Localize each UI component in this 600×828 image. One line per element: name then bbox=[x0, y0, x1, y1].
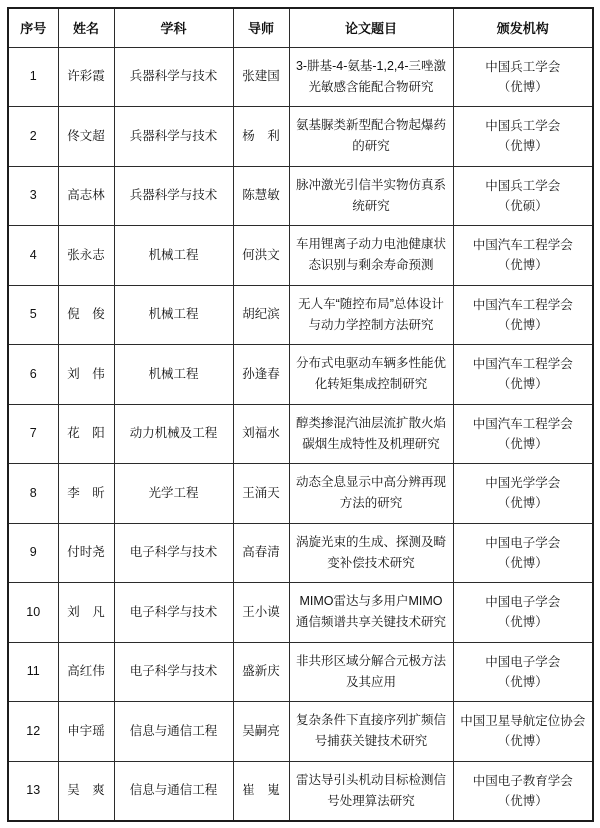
cell-org bbox=[453, 404, 593, 464]
table-row bbox=[8, 464, 593, 524]
table-row bbox=[8, 404, 593, 464]
cell-title: 动态全息显示中高分辨再现方法的研究 bbox=[289, 464, 453, 524]
cell-discipline: 信息与通信工程 bbox=[114, 761, 233, 821]
org-name: 中国汽车工程学会 bbox=[472, 357, 573, 372]
org-name: 中国电子教育学会 bbox=[472, 773, 573, 788]
cell-advisor: 杨 利 bbox=[233, 107, 289, 167]
cell-discipline: 电子科学与技术 bbox=[114, 642, 233, 702]
cell-advisor: 何洪文 bbox=[233, 226, 289, 286]
cell-title: 无人车“随控布局”总体设计与动力学控制方法研究 bbox=[289, 285, 453, 345]
cell-org bbox=[453, 47, 593, 107]
org-award: （优博） bbox=[497, 436, 548, 451]
org-award: （优博） bbox=[497, 793, 548, 808]
cell-advisor: 张建国 bbox=[233, 47, 289, 107]
cell-no: 2 bbox=[8, 107, 58, 167]
cell-discipline: 兵器科学与技术 bbox=[114, 166, 233, 226]
cell-name: 刘 伟 bbox=[58, 345, 114, 405]
table-row bbox=[8, 226, 593, 286]
cell-title: 氨基脲类新型配合物起爆药的研究 bbox=[289, 107, 453, 167]
cell-discipline: 兵器科学与技术 bbox=[114, 107, 233, 167]
org-name: 中国电子学会 bbox=[485, 595, 561, 610]
cell-no: 9 bbox=[8, 523, 58, 583]
cell-title: 分布式电驱动车辆多性能优化转矩集成控制研究 bbox=[289, 345, 453, 405]
table-row bbox=[8, 583, 593, 643]
cell-title: 非共形区域分解合元极方法及其应用 bbox=[289, 642, 453, 702]
cell-name: 花 阳 bbox=[58, 404, 114, 464]
org-award: （优博） bbox=[497, 377, 548, 392]
awards-table bbox=[7, 7, 594, 822]
cell-advisor: 崔 嵬 bbox=[233, 761, 289, 821]
cell-org bbox=[453, 761, 593, 821]
cell-name: 付时尧 bbox=[58, 523, 114, 583]
header-org: 颁发机构 bbox=[453, 8, 593, 47]
cell-no: 10 bbox=[8, 583, 58, 643]
header-title: 论文题目 bbox=[289, 8, 453, 47]
org-name: 中国兵工学会 bbox=[485, 178, 561, 193]
cell-advisor: 孙逢春 bbox=[233, 345, 289, 405]
cell-advisor: 盛新庆 bbox=[233, 642, 289, 702]
cell-org bbox=[453, 464, 593, 524]
org-name: 中国兵工学会 bbox=[485, 59, 561, 74]
org-award: （优博） bbox=[497, 79, 548, 94]
table-row bbox=[8, 47, 593, 107]
cell-no: 7 bbox=[8, 404, 58, 464]
org-name: 中国汽车工程学会 bbox=[472, 416, 573, 431]
cell-title: 3-肼基-4-氨基-1,2,4-三唑激光敏感含能配合物研究 bbox=[289, 47, 453, 107]
cell-discipline: 信息与通信工程 bbox=[114, 702, 233, 762]
cell-advisor: 刘福水 bbox=[233, 404, 289, 464]
cell-title: 醇类掺混汽油层流扩散火焰碳烟生成特性及机理研究 bbox=[289, 404, 453, 464]
org-name: 中国光学学会 bbox=[485, 476, 561, 491]
cell-title: MIMO雷达与多用户MIMO通信频谱共享关键技术研究 bbox=[289, 583, 453, 643]
cell-org bbox=[453, 345, 593, 405]
header-no: 序号 bbox=[8, 8, 58, 47]
org-name: 中国兵工学会 bbox=[485, 119, 561, 134]
header-row bbox=[8, 8, 593, 47]
cell-advisor: 高春清 bbox=[233, 523, 289, 583]
cell-name: 吴 爽 bbox=[58, 761, 114, 821]
cell-title: 雷达导引头机动目标检测信号处理算法研究 bbox=[289, 761, 453, 821]
cell-name: 许彩霞 bbox=[58, 47, 114, 107]
org-award: （优硕） bbox=[497, 198, 548, 213]
cell-title: 脉冲激光引信半实物仿真系统研究 bbox=[289, 166, 453, 226]
table-row bbox=[8, 642, 593, 702]
header-advisor: 导师 bbox=[233, 8, 289, 47]
cell-discipline: 机械工程 bbox=[114, 226, 233, 286]
header-discipline: 学科 bbox=[114, 8, 233, 47]
table-row bbox=[8, 761, 593, 821]
org-award: （优博） bbox=[497, 674, 548, 689]
table-row bbox=[8, 702, 593, 762]
table-row bbox=[8, 166, 593, 226]
table-body bbox=[8, 47, 593, 821]
cell-discipline: 兵器科学与技术 bbox=[114, 47, 233, 107]
cell-no: 3 bbox=[8, 166, 58, 226]
cell-name: 刘 凡 bbox=[58, 583, 114, 643]
cell-no: 4 bbox=[8, 226, 58, 286]
org-name: 中国电子学会 bbox=[485, 535, 561, 550]
cell-org bbox=[453, 642, 593, 702]
cell-advisor: 胡纪滨 bbox=[233, 285, 289, 345]
cell-title: 复杂条件下直接序列扩频信号捕获关键技术研究 bbox=[289, 702, 453, 762]
org-award: （优博） bbox=[497, 555, 548, 570]
org-name: 中国汽车工程学会 bbox=[472, 238, 573, 253]
cell-no: 6 bbox=[8, 345, 58, 405]
cell-advisor: 陈慧敏 bbox=[233, 166, 289, 226]
header-name: 姓名 bbox=[58, 8, 114, 47]
cell-name: 高志林 bbox=[58, 166, 114, 226]
cell-org bbox=[453, 107, 593, 167]
org-award: （优博） bbox=[497, 317, 548, 332]
org-award: （优博） bbox=[497, 615, 548, 630]
org-name: 中国汽车工程学会 bbox=[472, 297, 573, 312]
org-award: （优博） bbox=[497, 139, 548, 154]
org-name: 中国电子学会 bbox=[485, 654, 561, 669]
cell-name: 张永志 bbox=[58, 226, 114, 286]
table-row bbox=[8, 345, 593, 405]
cell-discipline: 光学工程 bbox=[114, 464, 233, 524]
table-row bbox=[8, 285, 593, 345]
org-award: （优博） bbox=[497, 734, 548, 749]
cell-org bbox=[453, 583, 593, 643]
org-award: （优博） bbox=[497, 258, 548, 273]
cell-name: 申宇瑶 bbox=[58, 702, 114, 762]
cell-discipline: 电子科学与技术 bbox=[114, 583, 233, 643]
cell-no: 13 bbox=[8, 761, 58, 821]
table-row bbox=[8, 523, 593, 583]
cell-org bbox=[453, 166, 593, 226]
cell-advisor: 吴嗣亮 bbox=[233, 702, 289, 762]
cell-discipline: 机械工程 bbox=[114, 285, 233, 345]
cell-discipline: 机械工程 bbox=[114, 345, 233, 405]
cell-org bbox=[453, 285, 593, 345]
cell-no: 8 bbox=[8, 464, 58, 524]
cell-discipline: 电子科学与技术 bbox=[114, 523, 233, 583]
cell-org bbox=[453, 702, 593, 762]
cell-no: 5 bbox=[8, 285, 58, 345]
cell-no: 12 bbox=[8, 702, 58, 762]
cell-name: 佟文超 bbox=[58, 107, 114, 167]
org-award: （优博） bbox=[497, 496, 548, 511]
cell-no: 1 bbox=[8, 47, 58, 107]
cell-title: 车用锂离子动力电池健康状态识别与剩余寿命预测 bbox=[289, 226, 453, 286]
cell-advisor: 王涌天 bbox=[233, 464, 289, 524]
cell-discipline: 动力机械及工程 bbox=[114, 404, 233, 464]
cell-title: 涡旋光束的生成、探测及畸变补偿技术研究 bbox=[289, 523, 453, 583]
cell-name: 李 昕 bbox=[58, 464, 114, 524]
org-name: 中国卫星导航定位协会 bbox=[460, 714, 586, 729]
cell-name: 倪 俊 bbox=[58, 285, 114, 345]
cell-org bbox=[453, 226, 593, 286]
cell-org bbox=[453, 523, 593, 583]
cell-name: 高红伟 bbox=[58, 642, 114, 702]
cell-no: 11 bbox=[8, 642, 58, 702]
cell-advisor: 王小谟 bbox=[233, 583, 289, 643]
table-row bbox=[8, 107, 593, 167]
